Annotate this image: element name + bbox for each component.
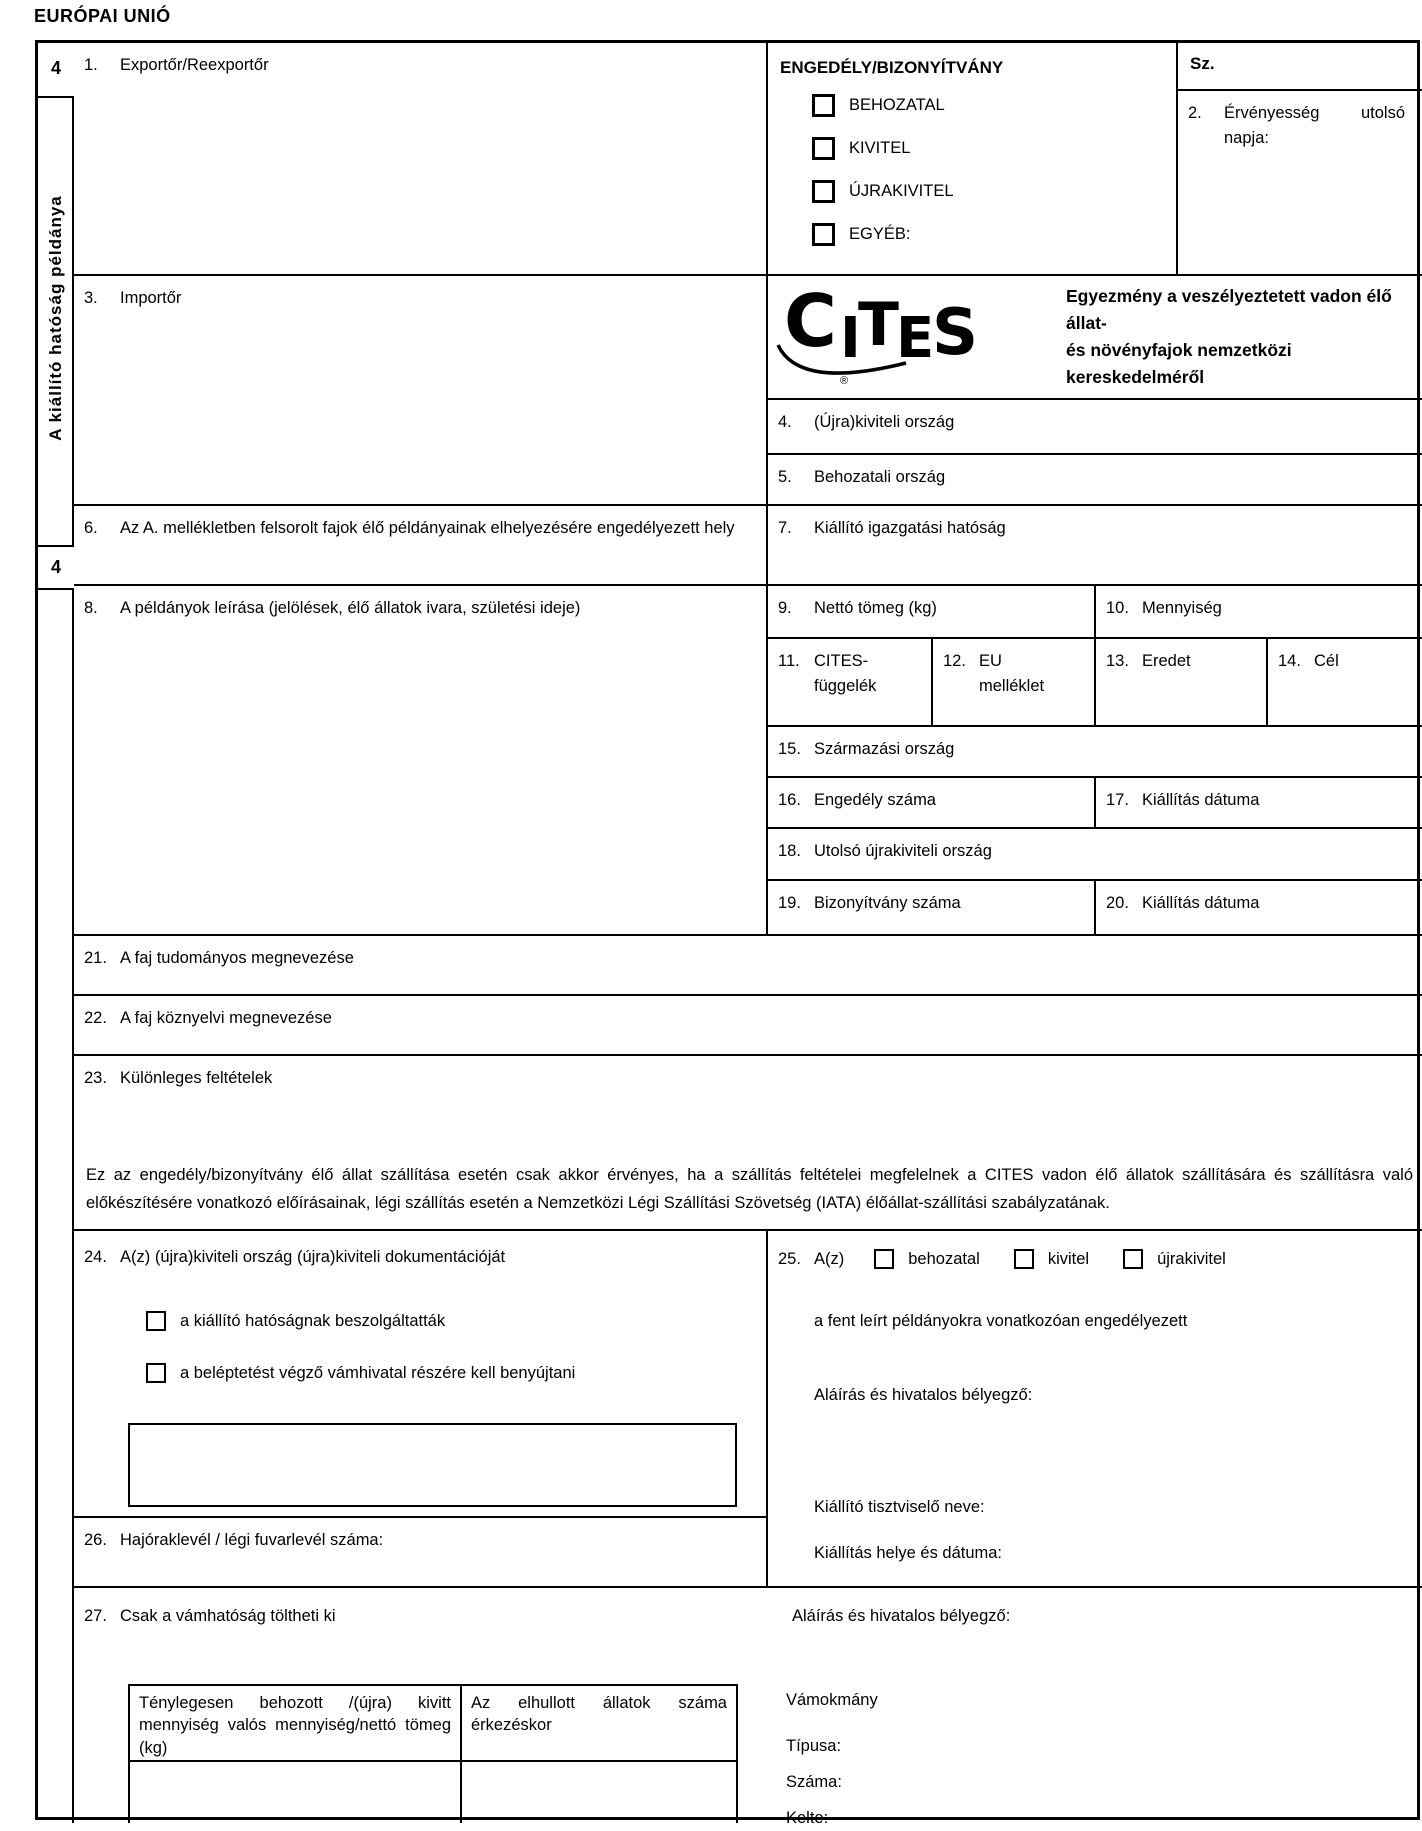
field-label: Eredet (1142, 652, 1191, 670)
field-25-prefix: A(z) (814, 1250, 845, 1268)
copy-designation-label: A kiállító hatóság példánya (46, 195, 66, 441)
field-11-cites-appendix (768, 639, 933, 727)
option-surrendered (146, 1309, 445, 1334)
dead-animals-cell (462, 1762, 736, 1823)
checkbox-label: behozatal (908, 1250, 980, 1268)
field-number: 15. (778, 740, 801, 758)
field-19-certificate-number (768, 881, 1096, 936)
export-checkbox[interactable] (1014, 1249, 1034, 1269)
field-number: 23. (84, 1069, 107, 1087)
field-number: 10. (1106, 599, 1129, 617)
submit-customs-checkbox[interactable] (146, 1363, 166, 1383)
field-label: Csak a vámhatóság töltheti ki (120, 1607, 336, 1625)
field-12-eu-annex (933, 639, 1096, 727)
signature-stamp-label: Aláírás és hivatalos bélyegző: (814, 1386, 1033, 1404)
field-number: 22. (84, 1009, 107, 1027)
copy-number-top: 4 (38, 43, 74, 98)
field-8-description (74, 586, 768, 936)
field-label: Érvényesség utolsó napja: (1224, 104, 1405, 147)
permit-title: ENGEDÉLY/BIZONYÍTVÁNY (780, 58, 1004, 77)
option-other (812, 222, 910, 247)
field-27-label-row (84, 1604, 344, 1629)
field-5-import-country (768, 455, 1422, 506)
field-2-validity (1178, 91, 1422, 276)
field-16-permit-number (768, 778, 1096, 829)
field-label: Különleges feltételek (120, 1069, 273, 1087)
issue-place-date-label: Kiállítás helye és dátuma: (814, 1544, 1003, 1562)
customs-date-label: Kelte: (786, 1809, 829, 1827)
field-number: 3. (84, 289, 98, 307)
convention-title (1066, 283, 1422, 392)
checkbox-label: újrakivitel (1157, 1250, 1226, 1268)
issuing-authority-sidebar (38, 43, 74, 1823)
checkbox-label: BEHOZATAL (849, 96, 945, 114)
field-label: A(z) (újra)kiviteli ország (újra)kiviteli dokumentációját (120, 1248, 506, 1266)
field-27-customs-only (74, 1588, 1422, 1827)
field-number: 12. (943, 652, 966, 670)
checkbox-label: KIVITEL (849, 139, 911, 157)
field-label: Importőr (120, 289, 182, 307)
field-number: 2. (1188, 104, 1202, 122)
option-submit-customs (146, 1361, 575, 1386)
checkbox-label: a kiállító hatóságnak beszolgáltatták (180, 1312, 446, 1330)
field-25-authorisation (768, 1231, 1422, 1588)
option-import (812, 93, 945, 118)
field-label: Bizonyítvány száma (814, 894, 961, 912)
surrendered-checkbox[interactable] (146, 1311, 166, 1331)
live-animal-transport-note: Ez az engedély/bizonyítvány élő állat szállítása esetén csak akkor érvényes, ha a szállítás feltételei megfelelnek a CITES vadon élő állatok szállítására és szállításra való előkészítésére vonatkozó előírásainak, légi szállítás esetén a Nemzetközi Légi Szállítási Szövetség (IATA) élőállat-szállítási szabályzatának. (86, 1165, 1413, 1212)
field-number: 8. (84, 599, 98, 617)
reexport-checkbox[interactable] (1123, 1249, 1143, 1269)
field-label: Hajóraklevél / légi fuvarlevél száma: (120, 1531, 384, 1549)
field-1-exporter (74, 43, 768, 276)
field-label: Kiállító igazgatási hatóság (814, 519, 1006, 537)
checkbox-label: EGYÉB: (849, 225, 911, 243)
field-number: 27. (84, 1607, 107, 1625)
sz-label: Sz. (1190, 54, 1215, 73)
field-label: Cél (1314, 652, 1339, 670)
field-number: 9. (778, 599, 792, 617)
field-23-special-conditions (74, 1056, 1422, 1231)
export-checkbox[interactable] (812, 137, 835, 160)
field-label: A faj köznyelvi megnevezése (120, 1009, 332, 1027)
field-18-last-reexport-country (768, 829, 1422, 881)
field-15-origin-country (768, 727, 1422, 778)
field-label: Az A. mellékletben felsorolt fajok élő példányainak elhelyezésére engedélyezett hely (120, 519, 735, 537)
field-label: Behozatali ország (814, 468, 946, 486)
field-24-label-row (84, 1245, 758, 1270)
registered-mark: ® (840, 375, 849, 387)
field-26-bill-of-lading (74, 1518, 768, 1588)
convention-title-line2: és növényfajok nemzetközi kereskedelméről (1066, 340, 1292, 388)
field-number: 18. (778, 842, 801, 860)
option-reexport (812, 179, 954, 204)
cites-convention-box (768, 276, 1422, 400)
customs-quantity-table (128, 1684, 738, 1823)
cites-logo: C I T E S ® (782, 285, 1032, 389)
field-number: 19. (778, 894, 801, 912)
copy-number-bottom: 4 (38, 545, 74, 590)
field-label: A példányok leírása (jelölések, élő állatok ivara, születési ideje) (120, 599, 581, 617)
actual-quantity-cell (130, 1762, 462, 1823)
field-label: CITES-függelék (814, 652, 877, 695)
field-25-option-row (778, 1247, 1226, 1272)
option-import-25 (874, 1247, 980, 1272)
import-checkbox[interactable] (812, 94, 835, 117)
field-label: (Újra)kiviteli ország (814, 413, 955, 431)
field-22-common-name (74, 996, 1422, 1056)
field-label: Kiállítás dátuma (1142, 894, 1260, 912)
field-number: 24. (84, 1248, 107, 1266)
customs-type-label: Típusa: (786, 1737, 842, 1755)
issuing-officer-label: Kiállító tisztviselő neve: (814, 1498, 985, 1516)
field-number: 17. (1106, 791, 1129, 809)
field-number: 1. (84, 56, 98, 74)
customs-document-label: Vámokmány (786, 1691, 878, 1709)
field-number: 4. (778, 413, 792, 431)
field-number: 25. (778, 1250, 801, 1268)
actual-quantity-header: Ténylegesen behozott /(újra) kivitt mennyiség valós mennyiség/nettó tömeg (kg) (130, 1686, 462, 1760)
field-4-reexport-country (768, 400, 1422, 455)
permit-certificate-box (768, 43, 1178, 276)
field-number: 7. (778, 519, 792, 537)
signature-stamp-label: Aláírás és hivatalos bélyegző: (792, 1607, 1011, 1625)
checkbox-label: kivitel (1047, 1250, 1090, 1268)
option-export (812, 136, 910, 161)
field-9-net-mass (768, 586, 1096, 639)
field-20-issue-date (1096, 881, 1422, 936)
sidebar-rotated-label-wrap (38, 103, 74, 533)
field-14-purpose (1268, 639, 1422, 727)
field-17-issue-date (1096, 778, 1422, 829)
customs-number-label: Száma: (786, 1773, 842, 1791)
field-3-importer (74, 276, 768, 506)
field-label: Kiállítás dátuma (1142, 791, 1260, 809)
number-sz-box (1178, 43, 1422, 91)
dead-animals-header: Az elhullott állatok száma érkezéskor (471, 1694, 727, 1735)
field-number: 21. (84, 949, 107, 967)
field-label: Származási ország (814, 740, 955, 758)
field-number: 20. (1106, 894, 1129, 912)
checkbox-label: ÚJRAKIVITEL (849, 182, 954, 200)
checkbox-label: a beléptetést végző vámhivatal részére kell benyújtani (180, 1364, 576, 1382)
field-13-source (1096, 639, 1268, 727)
field-label: Nettó tömeg (kg) (814, 599, 937, 617)
field-number: 11. (778, 652, 800, 670)
convention-title-line1: Egyezmény a veszélyeztetett vadon élő állat- (1066, 285, 1392, 333)
import-checkbox[interactable] (874, 1249, 894, 1269)
documentation-entry-box (128, 1423, 737, 1507)
field-number: 13. (1106, 652, 1129, 670)
option-export-25 (1014, 1247, 1089, 1272)
table-header-row (130, 1686, 736, 1762)
option-reexport-25 (1123, 1247, 1226, 1272)
field-number: 5. (778, 468, 792, 486)
field-number: 14. (1278, 652, 1301, 670)
other-checkbox[interactable] (812, 223, 835, 246)
field-number: 6. (84, 519, 98, 537)
reexport-checkbox[interactable] (812, 180, 835, 203)
field-number: 16. (778, 791, 801, 809)
field-number: 26. (84, 1531, 107, 1549)
field-label: Engedély száma (814, 791, 936, 809)
table-data-row (130, 1762, 736, 1823)
page-title: EURÓPAI UNIÓ (34, 6, 171, 26)
field-label: EU melléklet (979, 652, 1045, 695)
field-10-quantity (1096, 586, 1422, 639)
field-label: Exportőr/Reexportőr (120, 56, 269, 74)
field-7-issuing-authority (768, 506, 1422, 586)
field-21-scientific-name (74, 936, 1422, 996)
field-label: Mennyiség (1142, 599, 1222, 617)
field-6-authorised-place (74, 506, 768, 586)
field-25-line2: a fent leírt példányokra vonatkozóan engedélyezett (814, 1312, 1188, 1330)
field-24-export-documentation (74, 1231, 768, 1518)
cites-form (35, 40, 1420, 1827)
field-label: A faj tudományos megnevezése (120, 949, 354, 967)
field-label: Utolsó újrakiviteli ország (814, 842, 992, 860)
